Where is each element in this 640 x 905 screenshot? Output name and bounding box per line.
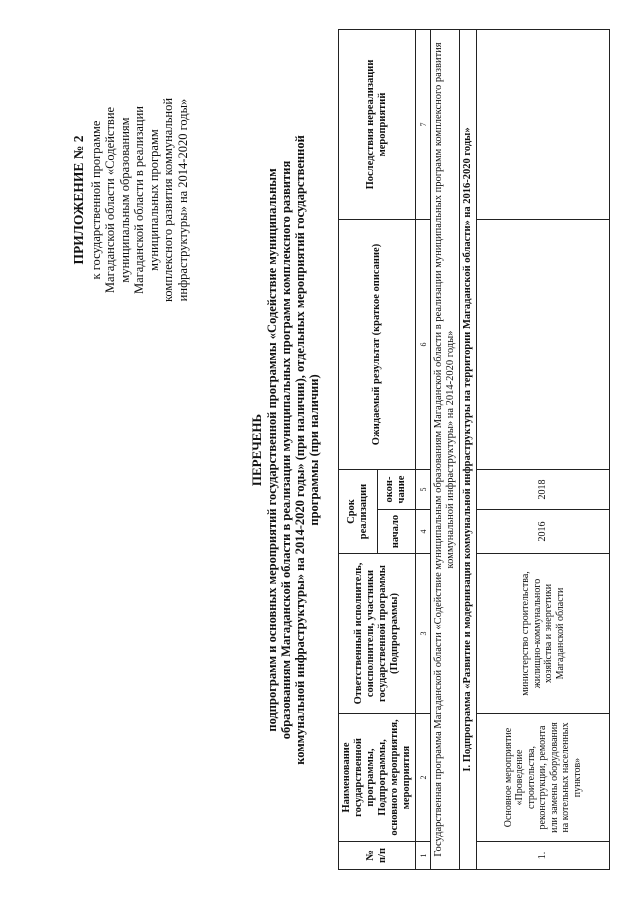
column-number: 1 — [416, 842, 431, 870]
header-responsible: Ответственный исполнитель, соисполнители, участники государственной программы (Подпрограммы) — [339, 554, 416, 714]
column-number: 3 — [416, 554, 431, 714]
column-number: 4 — [416, 510, 431, 554]
appendix-line: муниципальных программ — [146, 129, 161, 271]
header-result: Ожидаемый результат (краткое описание) — [339, 220, 416, 470]
row-num: 1. — [477, 842, 610, 870]
header-name: Наименование государственной программы, Подпрограммы, основного мероприятия, мероприятия — [339, 714, 416, 842]
header-consequences: Последствия нереализации мероприятий — [339, 30, 416, 220]
measures-table — [338, 29, 610, 870]
program-title: Государственная программа Магаданской области «Содействие муниципальным образованиям Магаданской области в реализации муниципальных программ комплексного развития коммунальной инфраструктуры» на 2014-2020 годы» — [431, 30, 460, 870]
column-number: 5 — [416, 470, 431, 510]
header-end: окон-чание — [377, 470, 416, 510]
header-period: Срок реализации — [339, 470, 378, 554]
appendix-title: ПРИЛОЖЕНИЕ № 2 — [71, 135, 86, 265]
appendix-line: муниципальным образованиям — [117, 117, 132, 283]
table-header-row — [339, 30, 378, 870]
appendix-line: комплексного развития коммунальной — [161, 97, 175, 303]
row-responsible: министерство строительства, жилищно-коммунального хозяйства и энергетики Магаданской области — [477, 554, 610, 714]
table-row — [477, 30, 610, 870]
title-line: образованиям Магаданской области в реализации муниципальных программ комплексного развития — [279, 160, 293, 740]
title-line: подпрограмм и основных мероприятий государственной программы «Содействие муниципальным — [265, 168, 279, 732]
appendix-line: к государственной программе — [88, 120, 103, 280]
appendix-line: инфраструктуры» на 2014-2020 годы» — [175, 98, 190, 302]
program-row — [431, 30, 460, 870]
appendix-line: Магаданской области в реализации — [132, 106, 146, 295]
title-line: коммунальной инфраструктуры» на 2014-2020 годы» (при наличии), отдельных мероприятий государственной — [293, 135, 307, 765]
appendix-line: Магаданской области «Содействие — [103, 106, 117, 294]
column-number: 2 — [416, 714, 431, 842]
document-title: ПЕРЕЧЕНЬ — [249, 413, 264, 487]
row-consequences — [477, 30, 610, 220]
row-result — [477, 220, 610, 470]
column-number: 7 — [416, 30, 431, 220]
row-end: 2018 — [477, 470, 610, 510]
subprogram-title: I. Подпрограмма «Развитие и модернизация коммунальной инфраструктуры на территории Магаданской области» на 2016-2020 годы» — [460, 30, 477, 870]
appendix-header — [72, 50, 190, 350]
document-title-block — [250, 65, 321, 835]
header-start: начало — [377, 510, 416, 554]
header-num: № п/п — [339, 842, 416, 870]
row-start: 2016 — [477, 510, 610, 554]
title-line: программы (при наличии) — [307, 374, 321, 526]
subprogram-row — [460, 30, 477, 870]
column-number: 6 — [416, 220, 431, 470]
row-name: Основное мероприятие «Проведение строительства, реконструкции, ремонта или замены оборудования на котельных населенных пунктов» — [477, 714, 610, 842]
column-number-row — [416, 30, 431, 870]
